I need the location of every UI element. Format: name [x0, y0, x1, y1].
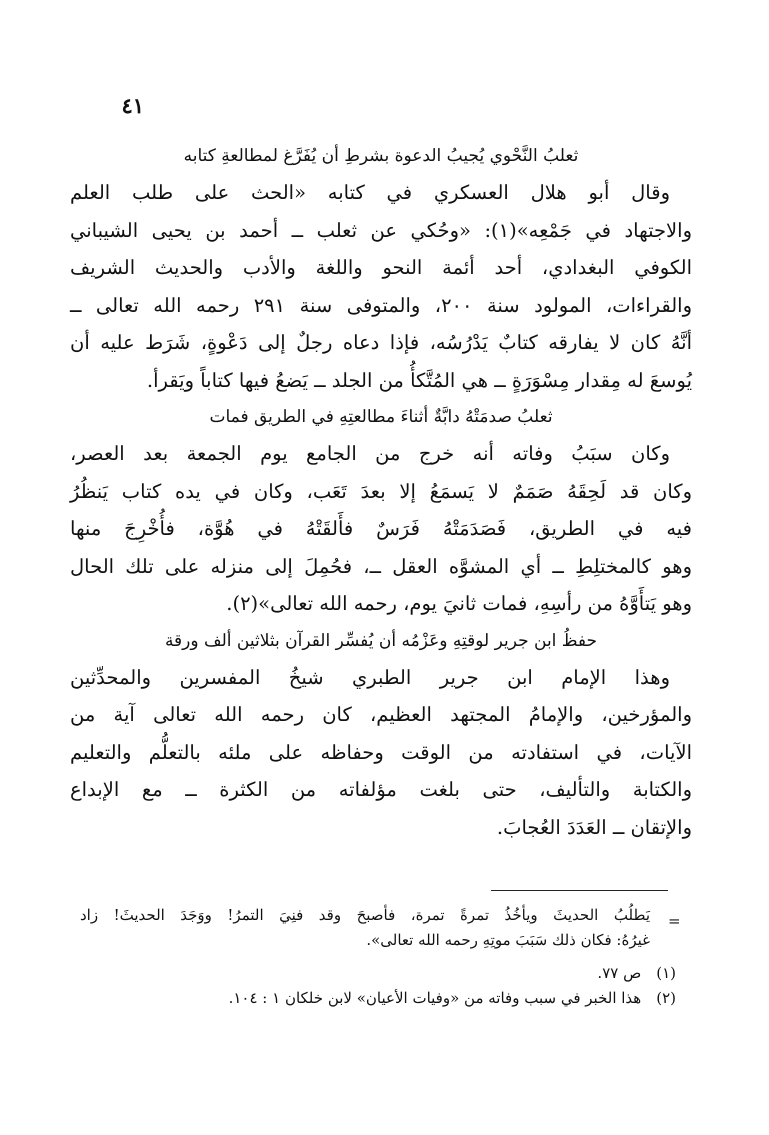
text-line: وهو يَتأَوَّهُ من رأسِهِ، فمات ثانيَ يوم، رحمه الله تعالى»(٢).	[226, 592, 692, 615]
text-line: وكان سبَبُ وفاته أنه خرج من الجامع يوم الجمعة بعد العصر،	[70, 442, 670, 465]
text-line: وقال أبو هلال العسكري في كتابه «الحث على طلب العلم	[70, 181, 670, 204]
section-heading: ثعلبُ صدمَتْهُ دابَّةٌ أثناءَ مطالعتِهِ في الطريق فمات	[209, 407, 553, 427]
text-line: فيه في الطريق، فَصَدَمَتْهُ فَرَسٌ فأَلقَتْهُ في هُوَّة، فأُخْرِجَ منها	[70, 517, 692, 540]
footnote-text: هذا الخبر في سبب وفاته من «وفيات الأعيان» لابن خلكان ١ : ١٠٤.	[228, 989, 642, 1007]
text-line: والكتابة والتأليف، حتى بلغت مؤلفاته من الكثرة ــ مع الإبداع	[70, 778, 692, 801]
text-line: والإتقان ــ العَدَدَ العُجابَ.	[496, 815, 692, 839]
footnote-continuation-line: يَطلُبُ الحديثَ ويأخُذُ تمرةً تمرة، فأصبحَ وقد فنِيَ التمرُ! ووَجَدَ الحديثَ! زاد	[80, 906, 650, 924]
section-heading: حفظُ ابن جرير لوقتِهِ وعَزْمُه أن يُفسِّر القرآن بثلاثين ألف ورقة	[164, 630, 598, 651]
text-line: وهذا الإمام ابن جرير الطبري شيخُ المفسرين والمحدِّثين	[70, 665, 670, 689]
footnotes	[80, 903, 676, 1011]
footnote-2	[80, 986, 676, 1011]
footnote-1	[80, 961, 676, 986]
text-line: والمؤرخين، والإمامُ المجتهد العظيم، كان رحمه الله تعالى آية من	[70, 703, 692, 726]
section-heading: ثعلبُ النَّحْوي يُجيبُ الدعوة بشرطِ أن يُفَرَّغ لمطالعةِ كتابه	[183, 146, 579, 166]
continuation-mark: =	[668, 912, 681, 930]
text-line: والقراءات، المولود سنة ٢٠٠، والمتوفى سنة ٢٩١ رحمه الله تعالى ــ	[70, 293, 692, 317]
footnote-text: ص ٧٧.	[597, 964, 642, 982]
footnote-continuation-line: غيرُهُ: فكان ذلك سَبَبَ موتِهِ رحمه الله تعالى».	[366, 931, 650, 949]
text-line: أنَّهُ كان لا يفارقه كتابٌ يَدْرُسُه، فإذا دعاه رجلٌ إلى دَعْوةٍ، شَرَط عليه أن	[70, 331, 692, 354]
text-line: الكوفي البغدادي، أحد أئمة النحو واللغة والأدب والحديث الشريف	[70, 256, 692, 279]
text-line: وكان قد لَحِقَهُ صَمَمٌ لا يَسمَعُ إلا بعدَ تَعَب، وكان في يده كتاب يَنظُرُ	[70, 479, 692, 503]
text-line: والاجتهاد في جَمْعِه»(١): «وحُكي عن ثعلب ــ أحمد بن يحيى الشيباني	[70, 218, 692, 242]
footnote-number: (٢)	[656, 989, 676, 1007]
main-text	[70, 138, 692, 846]
text-line: الآيات، في استفادته من الوقت وحفاظه على ملئه بالتعلُّم والتعليم	[70, 740, 692, 764]
footnote-separator	[491, 890, 668, 891]
footnote-number: (١)	[656, 964, 676, 982]
text-line: وهو كالمختلِطِ ــ أي المشوَّه العقل ــ، فحُمِلَ إلى منزله على تلك الحال	[70, 554, 692, 578]
page-number: ٤١	[121, 93, 144, 118]
text-line: يُوسعَ له مِقدار مِسْوَرَةٍ ــ هي المُتَّكأُ من الجلد ــ يَضعُ فيها كتاباً ويَقرأ.	[146, 368, 692, 392]
